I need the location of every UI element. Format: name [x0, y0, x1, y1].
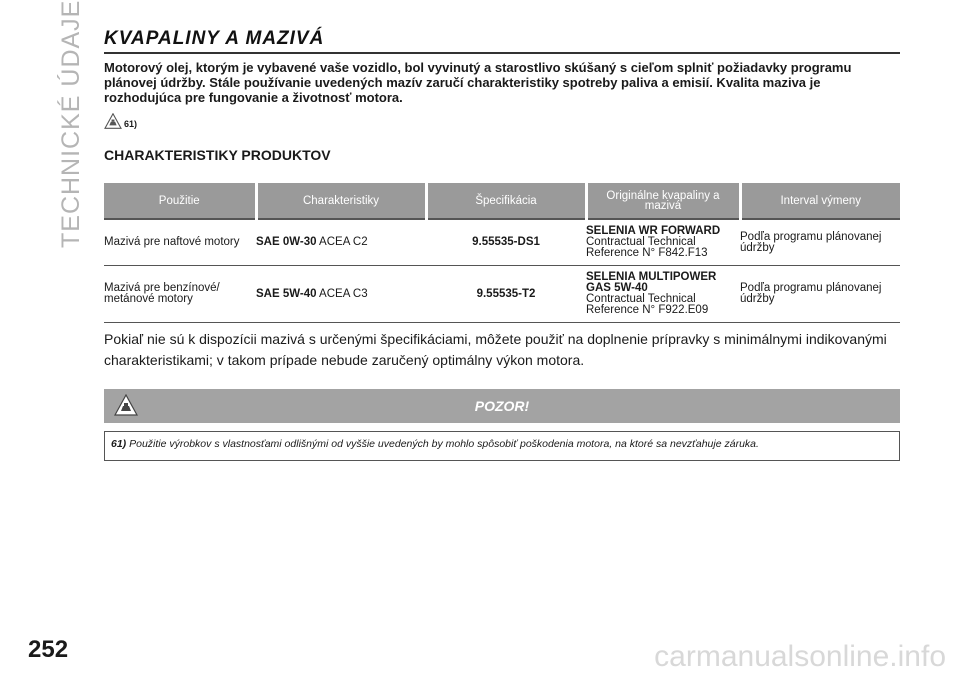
table-row	[104, 219, 900, 266]
column-header-change-interval: Interval výmeny	[740, 183, 900, 219]
section-side-title: TECHNICKÉ ÚDAJE	[57, 0, 85, 248]
cell-use: Mazivá pre benzínové/ metánové motory	[104, 266, 256, 323]
cell-product	[586, 266, 740, 323]
product-name: SELENIA MULTIPOWER GAS 5W-40	[586, 271, 717, 294]
page-content	[104, 28, 900, 461]
column-header-characteristics: Charakteristiky	[256, 183, 426, 219]
intro-paragraph: Motorový olej, ktorým je vybavené vaše vozidlo, bol vyvinutý a starostlivo skúšaný s cieľom splniť požiadavky programu plánovej údržby. Stále používanie uvedených mazív zaručí charakteristiky spotreby paliva a emisií. Kvalita maziva je rozhodujúca pre fungovanie a životnosť motora.	[104, 60, 852, 105]
column-header-original-fluids: Originálne kvapaliny a mazivá	[586, 183, 740, 219]
product-spec-table	[104, 183, 900, 323]
acea-class: ACEA C2	[316, 236, 368, 248]
product-reference: Contractual Technical Reference N° F842.F13	[586, 236, 708, 259]
section-subheading: CHARAKTERISTIKY PRODUKTOV	[104, 147, 331, 163]
page-number: 252	[28, 636, 69, 663]
cell-characteristics	[256, 219, 426, 266]
warning-reference	[104, 111, 900, 129]
oil-can-warning-icon	[104, 113, 122, 129]
oil-can-warning-icon	[114, 394, 138, 416]
footnote-number: 61)	[111, 438, 127, 450]
product-name: SELENIA WR FORWARD	[586, 225, 721, 237]
product-reference: Contractual Technical Reference N° F922.E09	[586, 293, 709, 316]
substitution-note: Pokiaľ nie sú k dispozícii mazivá s určenými špecifikáciami, môžete použiť na doplnenie prípravky s minimálnymi indikovanými charakteristikami; v takom prípade nebude zaručený optimálny výkon motora.	[104, 331, 887, 368]
warning-banner	[104, 389, 900, 423]
cell-specification: 9.55535-DS1	[426, 219, 586, 266]
cell-specification: 9.55535-T2	[426, 266, 586, 323]
table-row	[104, 266, 900, 323]
viscosity-grade: SAE 5W-40	[256, 287, 317, 300]
column-header-use: Použitie	[104, 183, 256, 219]
acea-class: ACEA C3	[316, 287, 368, 300]
cell-characteristics	[256, 266, 426, 323]
warning-footnote	[104, 431, 900, 461]
table-header-row	[104, 183, 900, 219]
cell-interval: Podľa programu plánovanej údržby	[740, 219, 900, 266]
warning-title: POZOR!	[474, 398, 530, 414]
footnote-text: Použitie výrobkov s vlastnosťami odlišnými od vyššie uvedených by mohlo spôsobiť poškodenia motora, na ktoré sa nevzťahuje záruka.	[129, 438, 759, 450]
cell-interval: Podľa programu plánovanej údržby	[740, 266, 900, 323]
column-header-specification: Špecifikácia	[426, 183, 586, 219]
cell-product	[586, 219, 740, 266]
viscosity-grade: SAE 0W-30	[256, 236, 317, 248]
watermark: carmanualsonline.info	[654, 640, 946, 673]
reference-mark: 61)	[124, 119, 138, 129]
page-heading: KVAPALINY A MAZIVÁ	[104, 28, 900, 54]
cell-use: Mazivá pre naftové motory	[104, 219, 256, 266]
